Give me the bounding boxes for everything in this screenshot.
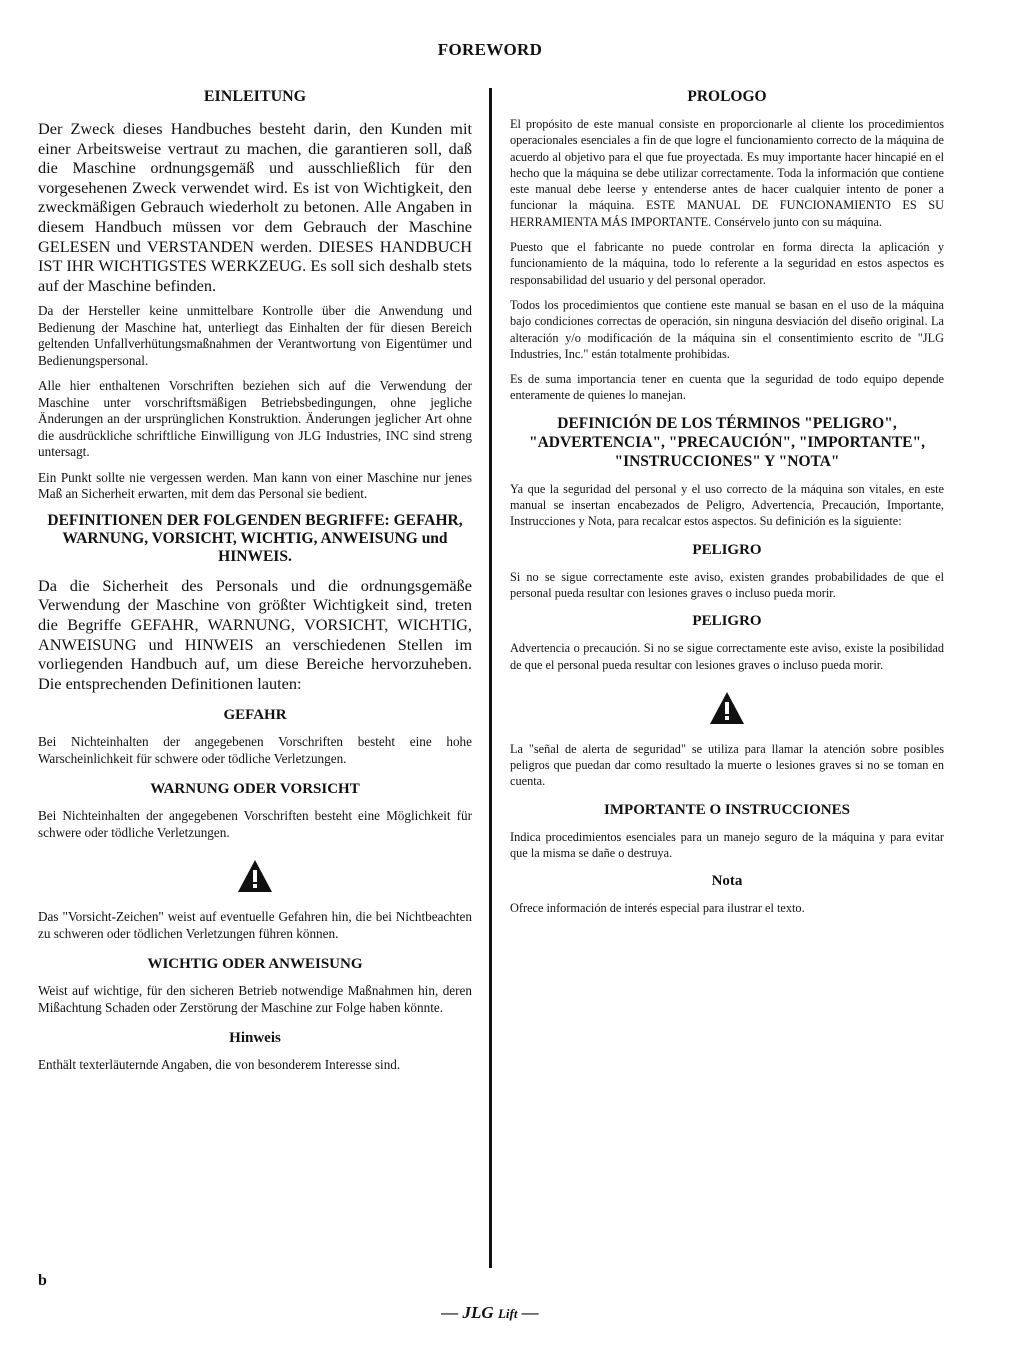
warning-triangle-icon [510,691,944,725]
heading-warnung: WARNUNG ODER VORSICHT [150,781,360,798]
paragraph: Es de suma importancia tener en cuenta que la seguridad de todo equipo depende enteramente de quienes lo manejan. [510,372,944,403]
paragraph: Todos los procedimientos que contiene este manual se basan en el uso de la máquina bajo condiciones correctas de operación, sin ninguna desviación del diseño original. La alteración y/o modificación de la máquina sin el consentimiento escrito de "JLG Industries, Inc." están totalmente prohibidas. [510,297,944,361]
paragraph: Ein Punkt sollte nie vergessen werden. Man kann von einer Maschine nur jenes Maß an Sicherheit erwarten, mit dem das Personal sie bedient. [38,469,472,502]
heading-hinweis: Hinweis [229,1030,281,1047]
paragraph-symbol: Das "Vorsicht-Zeichen" weist auf eventuelle Gefahren hin, die bei Nichtbeachten zu schweren oder tödlichen Verletzungen führen können. [38,909,472,941]
spanish-column [510,88,944,926]
paragraph: Puesto que el fabricante no puede controlar en forma directa la aplicación y funcionamiento de la máquina, todo lo referente a la seguridad en estos aspectos es responsabilidad del usuario y del personal operador. [510,240,944,287]
paragraph-hinweis: Enthält texterläuternde Angaben, die von besonderem Interesse sind. [38,1057,401,1073]
paragraph-nota: Ofrece información de interés especial para ilustrar el texto. [510,901,805,916]
paragraph-gefahr: Bei Nichteinhalten der angegebenen Vorschriften besteht eine hohe Warscheinlichkeit für schwere oder tödliche Verletzungen. [38,734,472,766]
paragraph: El propósito de este manual consiste en proporcionarle al cliente los procedimientos operacionales esenciales a fin de que logre el funcionamiento correcto de la máquina de acuerdo al objetivo para el que fue proyectada. Es muy importante hacer hincapié en el hecho que la máquina se debe utilizar correctamente. Toda la información que contiene este manual debe leerse y entenderse antes de hacer cualquier intento de poner a funcionar la máquina. ESTE MANUAL DE FUNCIONAMIENTO ES SU HERRAMIENTA MÁS IMPORTANTE. Consérvelo junto con su máquina. [510,117,944,229]
paragraph-definitions-intro: Da die Sicherheit des Personals und die ordnungsgemäße Verwendung der Maschine von größter Wichtigkeit sind, treten die Begriffe GEFAHR, WARNUNG, VORSICHT, WICHTIG, ANWEISUNG und HINWEIS an verschiedenen Stellen im vorliegenden Handbuch auf, um diese Bereiche hervorzuheben. Die entsprechenden Definitionen lauten: [38,575,472,693]
paragraph-peligro-2: Advertencia o precaución. Si no se sigue correctamente este aviso, existe la posibilidad de que el personal pueda resultar con lesiones graves o incluso pueda morir. [510,641,944,672]
brand-dash: — [517,1303,539,1322]
heading-wichtig: WICHTIG ODER ANWEISUNG [147,956,363,973]
page-title: FOREWORD [437,40,543,59]
column-divider [489,88,492,1268]
heading-gefahr: GEFAHR [223,707,287,724]
paragraph-importante: Indica procedimientos esenciales para un manejo seguro de la máquina y para evitar que la misma se dañe o destruya. [510,829,944,861]
paragraph: Da der Hersteller keine unmittelbare Kontrolle über die Anwendung und Bedienung der Maschine hat, unterliegt das Einhalten der für diesen Bereich geltenden Unfallverhütungsmaßnahmen der Verantwortung von Eigentümer und Bedienungspersonal. [38,303,472,368]
section-heading-einleitung: EINLEITUNG [203,88,307,105]
section-heading-definitionen: DEFINITIONEN DER FOLGENDEN BEGRIFFE: GEFAHR, WARNUNG, VORSICHT, WICHTIG, ANWEISUNG und HINWEIS. [47,511,463,565]
heading-peligro: PELIGRO [692,541,762,558]
paragraph-wichtig: Weist auf wichtige, für den sicheren Betrieb notwendige Maßnahmen hin, deren Mißachtung Schaden oder Zerstörung der Maschine zur Folge haben könnte. [38,983,472,1015]
heading-importante: IMPORTANTE O INSTRUCCIONES [604,801,850,818]
brand-footer [0,1303,980,1323]
section-heading-definicion: DEFINICIÓN DE LOS TÉRMINOS "PELIGRO", "ADVERTENCIA", "PRECAUCIÓN", "IMPORTANTE", "INSTRUCCIONES" Y "NOTA" [528,414,925,470]
heading-nota: Nota [711,873,743,890]
section-heading-prologo: PROLOGO [687,88,767,105]
paragraph-intro: Der Zweck dieses Handbuches besteht darin, den Kunden mit einer Arbeitsweise vertraut zu machen, die garantieren soll, daß die Maschine ordnungsgemäß und ausschließlich für den vorgesehenen Zweck verwendet wird. Es ist von Wichtigkeit, den zweckmäßigen Gebrauch wiederholt zu betonen. Alle Angaben in diesem Handbuch müssen vor dem Gebrauch der Maschine GELESEN und VERSTANDEN werden. DIESES HANDBUCH IST IHR WICHTIGSTES WERKZEUG. Es soll sich deshalb stets auf der Maschine befinden. [38,119,472,295]
german-column [38,88,472,1083]
paragraph-warnung: Bei Nichteinhalten der angegebenen Vorschriften besteht eine Möglichkeit für schwere oder tödliche Verletzungen. [38,808,472,840]
paragraph-peligro: Si no se sigue correctamente este aviso, existen grandes probabilidades de que el personal pueda resultar con lesiones graves o incluso pueda morir. [510,569,944,600]
warning-triangle-icon [38,859,472,893]
paragraph: Alle hier enthaltenen Vorschriften beziehen sich auf die Verwendung der Maschine unter vorschriftsmäßigen Betriebsbedingungen, ohne jegliche Änderungen an der ursprünglichen Konstruktion. Änderungen jeglicher Art ohne die ausdrückliche schriftliche Einwilligung von JLG Industries, INC sind streng untersagt. [38,378,472,460]
brand-suffix: Lift [497,1306,518,1321]
paragraph-definitions-intro: Ya que la seguridad del personal y el uso correcto de la máquina son vitales, en este manual se insertan encabezados de Peligro, Advertencia, Precaución, Importante, Instrucciones y Nota, para recalcar estos aspectos. Su definición es la siguiente: [510,481,944,529]
heading-peligro-2: PELIGRO [692,613,762,630]
paragraph-symbol: La "señal de alerta de seguridad" se utiliza para llamar la atención sobre posibles peligros que puedan dar como resultado la muerte o lesiones graves si no se toman en cuenta. [510,741,944,789]
page-letter: b [38,1272,47,1289]
brand-name: — JLG [441,1303,494,1322]
